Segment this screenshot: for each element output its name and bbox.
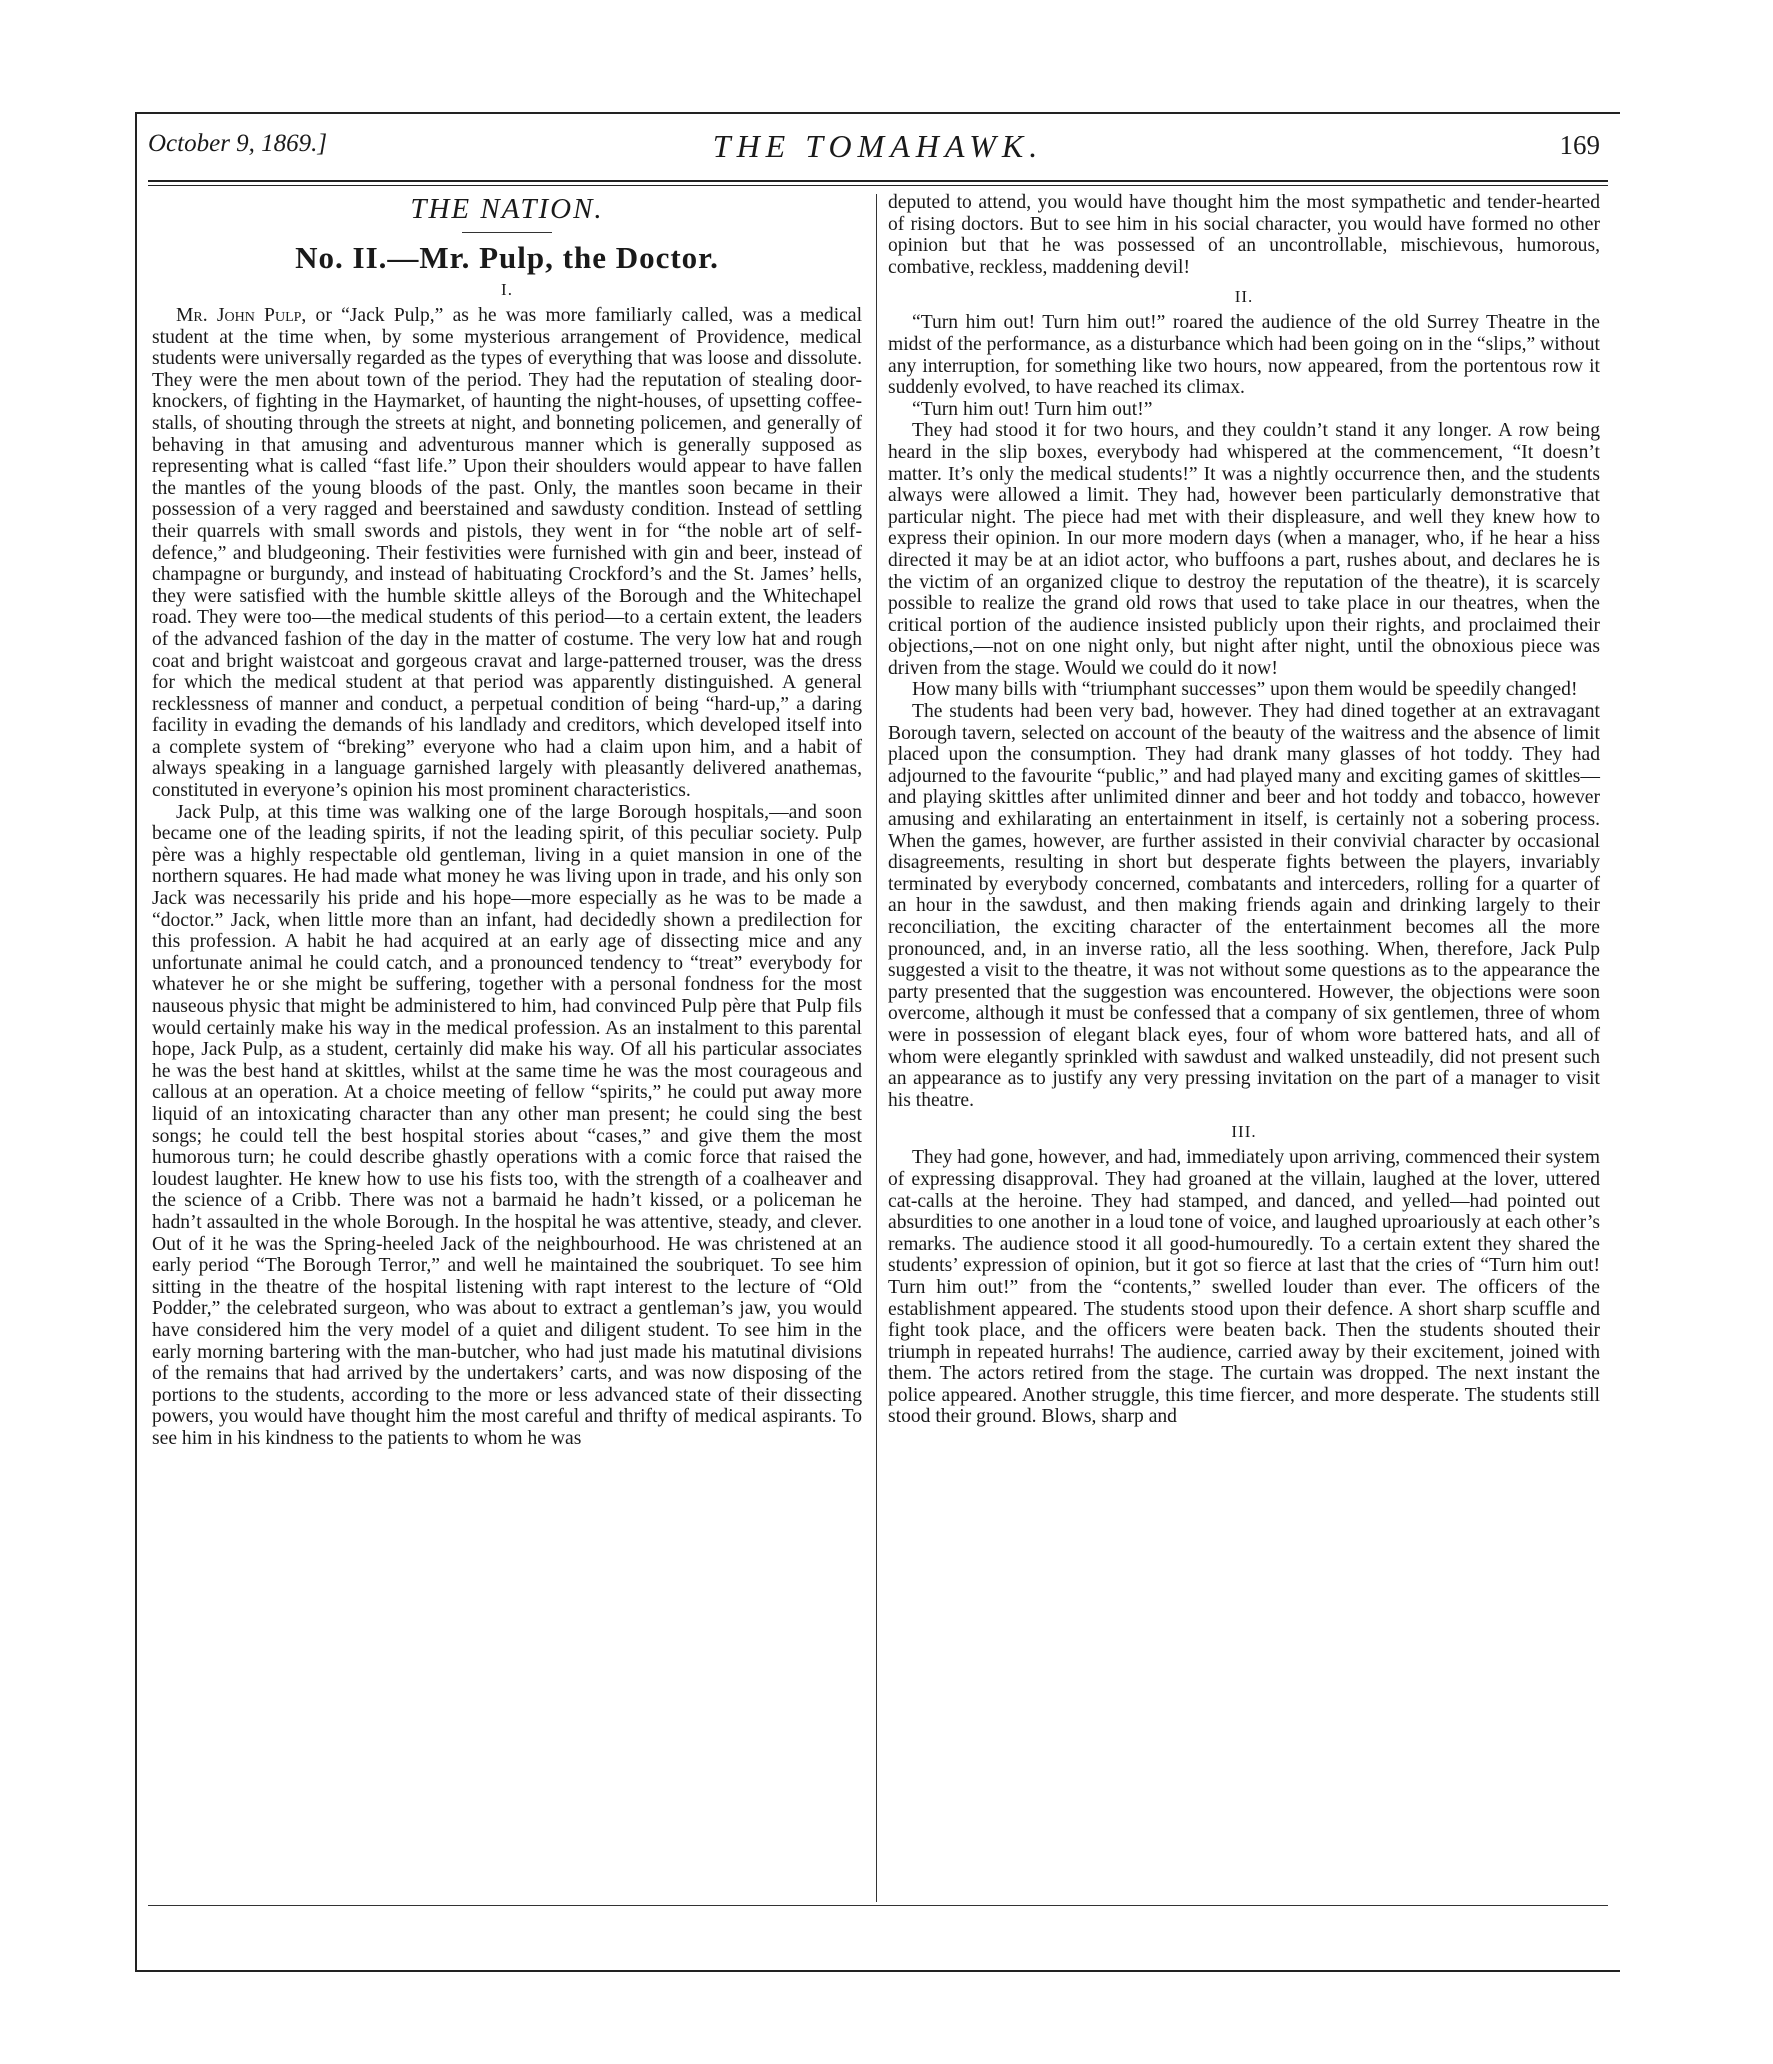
header-title: THE TOMAHAWK. — [712, 128, 1044, 164]
column-divider — [876, 194, 877, 1902]
header-page-number: 169 — [1559, 130, 1600, 160]
header-date: October 9, 1869.] — [148, 130, 328, 157]
section-title: THE NATION. — [410, 193, 604, 225]
paragraph: The students had been very bad, however. They had dined together at an extravagant Borough tavern, selected on account of the beauty of the waitress and the absence of limit placed upon the consumption. They had drank many glasses of hot toddy. They had adjourned to the favourite “public,” and had played many and exciting games of skittles—and playing skittles after unlimited dinner and beer and hot toddy and tobacco, however amusing and exhilarating an entertainment in itself, is certainly not a sobering process. When the games, however, are further assisted in their convivial character by occasional disagreements, resulting in short but desperate fights between the players, invariably terminated by everybody concerned, combatants and interceders, rolling for a quarter of an hour in the sawdust, and then making friends again and drinking largely to their reconciliation, the exciting character of the entertainment becomes all the more pronounced, and, in an inverse ratio, all the less soothing. When, therefore, Jack Pulp suggested a visit to the theatre, it was not without some questions as to the appearance the party presented that the suggestion was encountered. However, the objections were soon overcome, although it must be confessed that a company of six gentlemen, three of whom were in possession of elegant black eyes, four of whom wore battered hats, and all of whom were elegantly sprinkled with sawdust and walked unsteadily, did not present such an appearance as to justify any very pressing invitation on the part of a manager to visit his theatre. — [888, 701, 1600, 1111]
left-column — [152, 192, 862, 1449]
lead-name: Mr. John Pulp, — [176, 305, 307, 326]
part-1-numeral: I. — [501, 280, 513, 299]
part-3-numeral: III. — [1231, 1122, 1257, 1142]
article-subtitle: No. II.—Mr. Pulp, the Doctor. — [295, 240, 719, 275]
paragraph: “Turn him out! Turn him out!” — [912, 398, 1153, 420]
paragraph: They had stood it for two hours, and they couldn’t stand it any longer. A row being heard in the slip boxes, everybody had whispered at the commencement, “It doesn’t matter. It’s only the medical students!” It was a nightly occurrence then, and the students always were allowed a limit. They had, however been particularly demonstrative that particular night. The piece had met with their displeasure, and well they knew how to express their opinion. In our more modern days (when a manager, who, if he hear a hiss directed it may be at an idiot actor, who buffoons a part, rushes about, and declares he is the victim of an organized clique to destroy the reputation of the theatre), it is scarcely possible to realize the grand old rows that used to take place in our theatres, when the critical portion of the audience insisted publicly upon their rights, and proclaimed their objections,—not on one night only, but night after night, until the obnoxious piece was driven from the stage. Would we could do it now! — [888, 420, 1600, 679]
paragraph: deputed to attend, you would have thought him the most sympathetic and tender-hearted of rising doctors. But to see him in his social character, you would have formed no other opinion but that he was possessed of an uncontrollable, mischievous, humorous, combative, reckless, maddening devil! — [888, 192, 1600, 278]
right-column — [888, 192, 1600, 1428]
title-rule — [462, 232, 552, 233]
page-header — [148, 126, 1608, 174]
paragraph — [152, 305, 862, 802]
paragraph: How many bills with “triumphant successes” upon them would be speedily changed! — [912, 679, 1578, 701]
footer-rule — [148, 1905, 1608, 1906]
paragraph: “Turn him out! Turn him out!” roared the audience of the old Surrey Theatre in the midst of the performance, as a disturbance which had been going on in the “slips,” without any interruption, for something like two hours, now appeared, from the portentous row it suddenly evolved, to have reached its climax. — [888, 312, 1600, 399]
header-rule — [148, 180, 1608, 186]
paragraph: They had gone, however, and had, immediately upon arriving, commenced their system of expressing disapproval. They had groaned at the villain, laughed at the lover, uttered cat-calls at the heroine. They had stamped, and danced, and yelled—had pointed out absurdities to one another in a loud tone of voice, and laughed uproariously at each other’s remarks. The audience stood it all good-humouredly. To a certain extent they shared the students’ expression of opinion, but it got so fierce at last that the cries of “Turn him out! Turn him out!” from the “contents,” swelled louder than ever. The officers of the establishment appeared. The students stood upon their defence. A short sharp scuffle and fight took place, and the officers were beaten back. Then the students shouted their triumph in repeated hurrahs! The audience, carried away by their excitement, joined with them. The actors retired from the stage. The curtain was dropped. The next instant the police appeared. Another struggle, this time fiercer, and more desperate. The students still stood their ground. Blows, sharp and — [888, 1147, 1600, 1428]
paragraph-text: or “Jack Pulp,” as he was more familiarly called, was a medical student at the time when, by some mysterious arrangement of Providence, medical students were universally regarded as the types of everything that was loose and dissolute. They were the men about town of the period. They had the reputation of stealing door-knockers, of fighting in the Haymarket, of haunting the night-houses, of upsetting coffee-stalls, of shouting through the streets at night, and bonneting policemen, and generally of behaving in that amusing and adventurous manner which is generally supposed as representing what is called “fast life.” Upon their shoulders would appear to have fallen the mantles of the young bloods of the past. Only, the mantles soon became in their possession of a very ragged and beerstained and sawdusty condition. Instead of settling their quarrels with small swords and pistols, they went in for “the noble art of self-defence,” and bludgeoning. Their festivities were furnished with gin and beer, instead of champagne or burgundy, and instead of habituating Crockford’s and the St. James’ hells, they were satisfied with the humble skittle alleys of the Borough and the Whitechapel road. They were too—the medical students of this period—to a certain extent, the leaders of the advanced fashion of the day in the matter of costume. The very low hat and rough coat and bright waistcoat and gorgeous cravat and large-patterned trouser, was the dress for which the medical student at that period was apparently distinguished. A general recklessness of manner and conduct, a perpetual condition of being “hard-up,” a daring facility in evading the demands of his landlady and creditors, which developed itself into a complete system of “breking” everyone who had a claim upon him, and a habit of always speaking in a language garnished largely with pleasantly delivered anathemas, constituted in everyone’s opinion his most prominent characteristics. — [152, 305, 863, 802]
paragraph: Jack Pulp, at this time was walking one of the large Borough hospitals,—and soon became one of the leading spirits, if not the leading spirit, of this peculiar society. Pulp père was a highly respectable old gentleman, living in a quiet mansion in one of the northern squares. He had made what money he was living upon in trade, and his only son Jack was necessarily his pride and his hope—more especially as he was to be made a “doctor.” Jack, when little more than an infant, had decidedly shown a predilection for this profession. A habit he had acquired at an early age of dissecting mice and any unfortunate animal he could catch, and a pronounced tendency to “treat” everybody for whatever he or she might be suffering, together with a personal fondness for the most nauseous physic that might be administered to him, had convinced Pulp père that Pulp fils would certainly make his way in the medical profession. As an instalment to this parental hope, Jack Pulp, as a student, certainly did make his way. Of all his particular associates he was the best hand at skittles, whilst at the same time he was the most courageous and callous at an operation. At a choice meeting of fellow “spirits,” he could put away more liquid of an intoxicating character than any other man present; he could sing the best songs; he could tell the best hospital stories about “cases,” and give them the most humorous turn; he could describe ghastly operations with a comic force that raised the loudest laughter. He knew how to use his fists too, with the strength of a coalheaver and the science of a Cribb. There was not a barmaid he hadn’t kissed, or a policeman he hadn’t assaulted in the whole Borough. In the hospital he was attentive, steady, and clever. Out of it he was the Spring-heeled Jack of the neighbourhood. He was christened at an early period “The Borough Terror,” and well he maintained the soubriquet. To see him sitting in the theatre of the hospital listening with rapt interest to the lecture of “Old Podder,” the celebrated surgeon, who was about to extract a gentleman’s jaw, you would have considered him the very model of a quiet and diligent student. To see him in the early morning bartering with the man-butcher, who had just made his matutinal divisions of the remains that had arrived by the undertakers’ carts, and was now disposing of the portions to the students, according to the more or less advanced state of their dissecting powers, you would have thought him the most careful and thrifty of medical aspirants. To see him in his kindness to the patients to whom he was — [152, 801, 862, 1449]
part-2-numeral: II. — [1234, 287, 1254, 307]
